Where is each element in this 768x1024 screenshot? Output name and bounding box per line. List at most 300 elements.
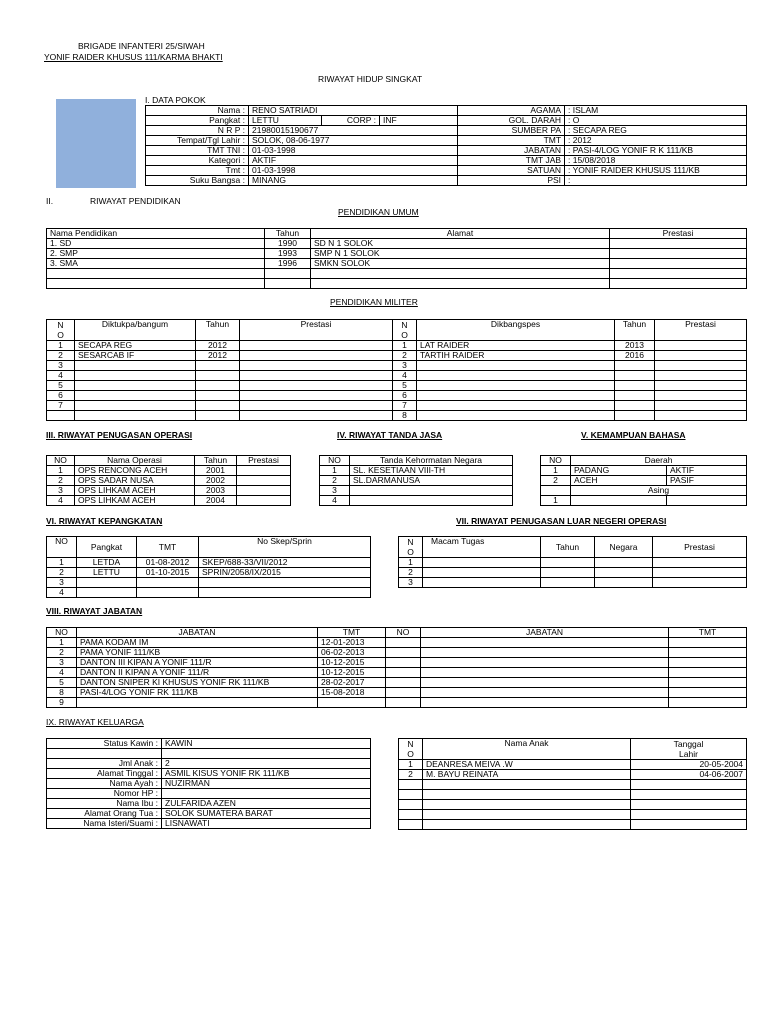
row-number: 2: [393, 351, 417, 361]
row-number: 5: [47, 381, 75, 391]
column-header: Diktukpa/bangum: [75, 320, 196, 341]
mission-type: [423, 578, 541, 588]
position-date: 10-12-2015: [318, 668, 386, 678]
course-achievement: [240, 411, 393, 421]
education-name: 3. SMA: [47, 259, 265, 269]
row-number: 5: [393, 381, 417, 391]
decree-number: SPRIN/2058/IX/2015: [199, 568, 371, 578]
section-kepangkatan-title: VI. RIWAYAT KEPANGKATAN: [46, 516, 163, 526]
course-year: [615, 391, 655, 401]
rank-date: [137, 588, 199, 598]
data-pokok-row: [146, 176, 747, 186]
field-label: Suku Bangsa :: [146, 176, 249, 186]
field-value: : YONIF RAIDER KHUSUS 111/KB: [565, 166, 747, 176]
course-year: [196, 411, 240, 421]
column-header: Daerah: [571, 456, 747, 466]
column-header: Tanggal Lahir: [631, 739, 747, 760]
operation-achievement: [237, 486, 291, 496]
column-header: Prestasi: [240, 320, 393, 341]
row-number: 2: [399, 770, 423, 780]
language-name: ACEH: [571, 476, 667, 486]
course-name: [75, 401, 196, 411]
row-number: 6: [393, 391, 417, 401]
education-achievement: [610, 249, 747, 259]
course-year: [615, 371, 655, 381]
pendidikan-umum-row: [47, 279, 747, 289]
jabatan-row: [47, 638, 747, 648]
column-header: NO: [386, 628, 421, 638]
keluarga-row: [47, 809, 371, 819]
row-number: [386, 638, 421, 648]
course-achievement: [655, 381, 747, 391]
education-achievement: [610, 259, 747, 269]
column-header: JABATAN: [77, 628, 318, 638]
field-label: N R P :: [146, 126, 249, 136]
education-year: [265, 279, 311, 289]
position-date: 06-02-2013: [318, 648, 386, 658]
language-level: PASIF: [667, 476, 747, 486]
mission-year: [541, 578, 595, 588]
jabatan-row: [47, 698, 747, 708]
child-name: M. BAYU REINATA: [423, 770, 631, 780]
row-number: 1: [320, 466, 350, 476]
keluarga-row: [47, 759, 371, 769]
education-name: [47, 269, 265, 279]
child-birthdate: [631, 790, 747, 800]
row-number: 2: [47, 351, 75, 361]
column-header: N O: [399, 739, 423, 760]
row-number: 7: [393, 401, 417, 411]
data-pokok-row: [146, 126, 747, 136]
column-header: Nama Operasi: [75, 456, 195, 466]
row-number: 2: [399, 568, 423, 578]
field-value: INF: [380, 116, 458, 126]
field-label: Nomor HP :: [47, 789, 162, 799]
position-date: [669, 688, 747, 698]
column-header: Tahun: [195, 456, 237, 466]
bahasa-row: [541, 476, 747, 486]
operation-achievement: [237, 476, 291, 486]
child-birthdate: [631, 800, 747, 810]
row-number: 2: [47, 476, 75, 486]
luar-negeri-row: [399, 578, 747, 588]
course-name: [417, 381, 615, 391]
section-tanda-jasa-title: IV. RIWAYAT TANDA JASA: [337, 430, 443, 440]
field-value: 2: [162, 759, 371, 769]
row-number: 1: [541, 466, 571, 476]
bahasa-asing-header: [541, 486, 747, 496]
bahasa-row: [541, 496, 747, 506]
section-luar-negeri-title: VII. RIWAYAT PENUGASAN LUAR NEGERI OPERASI: [456, 516, 667, 526]
course-year: [615, 411, 655, 421]
anak-row: [399, 780, 747, 790]
course-achievement: [655, 391, 747, 401]
rank-date: 01-08-2012: [137, 558, 199, 568]
pendidikan-militer-header: [47, 320, 747, 341]
tanda-jasa-header: [320, 456, 513, 466]
keluarga-row: [47, 769, 371, 779]
position-date: [669, 678, 747, 688]
operasi-row: [47, 486, 291, 496]
field-label: Nama Ayah :: [47, 779, 162, 789]
field-label: SUMBER PA: [458, 126, 565, 136]
row-number: 1: [399, 760, 423, 770]
column-header: Dikbangspes: [417, 320, 615, 341]
row-number: [399, 780, 423, 790]
column-header: N O: [399, 537, 423, 558]
pendidikan-umum-title: PENDIDIKAN UMUM: [338, 207, 419, 217]
kepangkatan-table: [46, 536, 371, 598]
position-name: [421, 638, 669, 648]
course-achievement: [655, 401, 747, 411]
column-header: NO: [47, 628, 77, 638]
education-address: SMKN SOLOK: [311, 259, 610, 269]
education-year: 1990: [265, 239, 311, 249]
education-address: [311, 279, 610, 289]
field-value: LISNAWATI: [162, 819, 371, 829]
position-date: 28-02-2017: [318, 678, 386, 688]
column-header: Prestasi: [610, 229, 747, 239]
jabatan-row: [47, 668, 747, 678]
field-label: [47, 749, 162, 759]
education-year: 1996: [265, 259, 311, 269]
row-number: [386, 698, 421, 708]
row-number: [386, 658, 421, 668]
anak-header: [399, 739, 747, 760]
section-operasi-title: III. RIWAYAT PENUGASAN OPERASI: [46, 430, 193, 440]
course-name: [417, 391, 615, 401]
jabatan-row: [47, 688, 747, 698]
course-name: LAT RAIDER: [417, 341, 615, 351]
section-data-pokok-title: I. DATA POKOK: [145, 95, 206, 105]
education-address: [311, 269, 610, 279]
luar-negeri-row: [399, 568, 747, 578]
position-date: [318, 698, 386, 708]
position-name: [421, 648, 669, 658]
operation-name: OPS SADAR NUSA: [75, 476, 195, 486]
field-value: : SECAPA REG: [565, 126, 747, 136]
pendidikan-umum-row: [47, 249, 747, 259]
field-value: : PASI-4/LOG YONIF R K 111/KB: [565, 146, 747, 156]
bahasa-row: [541, 466, 747, 476]
rank-name: [77, 578, 137, 588]
luar-negeri-header: [399, 537, 747, 558]
field-label: Nama Isteri/Suami :: [47, 819, 162, 829]
course-name: [75, 391, 196, 401]
position-name: [421, 668, 669, 678]
course-year: [196, 401, 240, 411]
column-header: TMT: [318, 628, 386, 638]
mission-achievement: [653, 568, 747, 578]
row-number: [386, 668, 421, 678]
course-achievement: [240, 361, 393, 371]
field-label: CORP :: [322, 116, 380, 126]
column-header: Nama Anak: [423, 739, 631, 760]
operation-year: 2001: [195, 466, 237, 476]
course-year: [615, 401, 655, 411]
language-level: AKTIF: [667, 466, 747, 476]
jabatan-row: [47, 658, 747, 668]
pendidikan-militer-row: [47, 381, 747, 391]
jabatan-row: [47, 648, 747, 658]
education-year: 1993: [265, 249, 311, 259]
rank-date: 01-10-2015: [137, 568, 199, 578]
column-header: NO: [47, 537, 77, 558]
row-number: 1: [541, 496, 571, 506]
row-number: 2: [47, 568, 77, 578]
row-number: 1: [47, 466, 75, 476]
field-value: : 2012: [565, 136, 747, 146]
field-label: Kategori :: [146, 156, 249, 166]
section-jabatan-title: VIII. RIWAYAT JABATAN: [46, 606, 143, 616]
mission-achievement: [653, 558, 747, 568]
header-unit-line2: YONIF RAIDER KHUSUS 111/KARMA BHAKTI: [44, 52, 223, 62]
education-address: SD N 1 SOLOK: [311, 239, 610, 249]
jabatan-header: [47, 628, 747, 638]
column-header: Tahun: [196, 320, 240, 341]
section-pendidikan-title: RIWAYAT PENDIDIKAN: [90, 196, 181, 206]
mission-country: [595, 568, 653, 578]
honor-name: SL.DARMANUSA: [350, 476, 513, 486]
field-value: SOLOK SUMATERA BARAT: [162, 809, 371, 819]
position-name: DANTON SNIPER KI KHUSUS YONIF RK 111/KB: [77, 678, 318, 688]
mission-year: [541, 568, 595, 578]
column-header: Tanda Kehormatan Negara: [350, 456, 513, 466]
course-achievement: [240, 381, 393, 391]
field-value: [162, 749, 371, 759]
honor-name: [350, 496, 513, 506]
row-number: [386, 688, 421, 698]
position-date: [669, 638, 747, 648]
row-number: 4: [393, 371, 417, 381]
row-number: 3: [47, 486, 75, 496]
row-number: 2: [320, 476, 350, 486]
mission-type: [423, 558, 541, 568]
keluarga-row: [47, 789, 371, 799]
field-value: AKTIF: [249, 156, 458, 166]
child-name: [423, 810, 631, 820]
pendidikan-militer-row: [47, 411, 747, 421]
field-value: 01-03-1998: [249, 146, 458, 156]
field-label: AGAMA: [458, 106, 565, 116]
child-name: [423, 780, 631, 790]
row-number: 8: [393, 411, 417, 421]
field-label: Tempat/Tgl Lahir :: [146, 136, 249, 146]
field-label: TMT TNI :: [146, 146, 249, 156]
row-number: [399, 800, 423, 810]
course-achievement: [655, 351, 747, 361]
language-name: PADANG: [571, 466, 667, 476]
education-address: SMP N 1 SOLOK: [311, 249, 610, 259]
pendidikan-militer-row: [47, 361, 747, 371]
course-name: [75, 411, 196, 421]
field-label: Nama Ibu :: [47, 799, 162, 809]
data-pokok-row: [146, 156, 747, 166]
tanda-jasa-row: [320, 486, 513, 496]
column-header: Negara: [595, 537, 653, 558]
honor-name: SL. KESETIAAN VIII-TH: [350, 466, 513, 476]
row-number: 3: [320, 486, 350, 496]
data-pokok-row: [146, 116, 747, 126]
field-value: NUZIRMAN: [162, 779, 371, 789]
profile-photo-placeholder: [56, 99, 136, 188]
course-year: 2013: [615, 341, 655, 351]
keluarga-row: [47, 819, 371, 829]
position-date: 12-01-2013: [318, 638, 386, 648]
course-name: [75, 381, 196, 391]
field-value: :: [565, 176, 747, 186]
column-header: NO: [320, 456, 350, 466]
header-unit-line1: BRIGADE INFANTERI 25/SIWAH: [78, 41, 205, 51]
position-date: 15-08-2018: [318, 688, 386, 698]
mission-type: [423, 568, 541, 578]
field-value: SOLOK, 08-06-1977: [249, 136, 458, 146]
field-label: Alamat Orang Tua :: [47, 809, 162, 819]
column-header: Nama Pendidikan: [47, 229, 265, 239]
course-name: [417, 401, 615, 411]
field-value: : ISLAM: [565, 106, 747, 116]
row-number: 4: [47, 496, 75, 506]
position-name: PAMA KODAM IM: [77, 638, 318, 648]
decree-number: [199, 588, 371, 598]
keluarga-row: [47, 739, 371, 749]
field-label: Tmt :: [146, 166, 249, 176]
column-header: Tahun: [541, 537, 595, 558]
operation-name: OPS RENCONG ACEH: [75, 466, 195, 476]
pendidikan-militer-title: PENDIDIKAN MILITER: [330, 297, 418, 307]
column-header: Tahun: [615, 320, 655, 341]
section-keluarga-title: IX. RIWAYAT KELUARGA: [46, 717, 144, 727]
education-achievement: [610, 279, 747, 289]
keluarga-table: [46, 738, 371, 829]
tanda-jasa-row: [320, 476, 513, 486]
operation-year: 2003: [195, 486, 237, 496]
column-header: Pangkat: [77, 537, 137, 558]
anak-row: [399, 770, 747, 780]
row-number: 7: [47, 401, 75, 411]
row-number: 1: [47, 638, 77, 648]
tanda-jasa-row: [320, 466, 513, 476]
row-number: 6: [47, 391, 75, 401]
course-name: [417, 371, 615, 381]
row-number: 1: [393, 341, 417, 351]
course-year: [196, 391, 240, 401]
keluarga-row: [47, 799, 371, 809]
field-value: KAWIN: [162, 739, 371, 749]
position-name: [421, 698, 669, 708]
education-achievement: [610, 269, 747, 279]
pendidikan-umum-header: [47, 229, 747, 239]
operation-year: 2004: [195, 496, 237, 506]
course-name: [75, 371, 196, 381]
row-number: [47, 411, 75, 421]
row-number: 1: [47, 558, 77, 568]
data-pokok-row: [146, 166, 747, 176]
anak-row: [399, 760, 747, 770]
row-number: 1: [47, 341, 75, 351]
pendidikan-militer-row: [47, 351, 747, 361]
decree-number: [199, 578, 371, 588]
child-name: [423, 800, 631, 810]
course-year: 2016: [615, 351, 655, 361]
bahasa-table: [540, 455, 747, 506]
course-name: [417, 411, 615, 421]
column-header: N O: [393, 320, 417, 341]
luar-negeri-table: [398, 536, 747, 588]
field-label: PSI: [458, 176, 565, 186]
row-number: 4: [47, 668, 77, 678]
course-year: 2012: [196, 341, 240, 351]
course-year: 2012: [196, 351, 240, 361]
field-label: Alamat Tinggal :: [47, 769, 162, 779]
course-achievement: [240, 401, 393, 411]
field-value: MINANG: [249, 176, 458, 186]
field-value: ASMIL KISUS YONIF RK 111/KB: [162, 769, 371, 779]
field-value: LETTU: [249, 116, 322, 126]
pendidikan-umum-table: [46, 228, 747, 289]
mission-achievement: [653, 578, 747, 588]
honor-name: [350, 486, 513, 496]
operasi-header: [47, 456, 291, 466]
data-pokok-row: [146, 146, 747, 156]
row-number: 4: [320, 496, 350, 506]
mission-country: [595, 558, 653, 568]
jabatan-table: [46, 627, 747, 708]
row-number: 4: [47, 371, 75, 381]
education-achievement: [610, 239, 747, 249]
operasi-row: [47, 466, 291, 476]
kepangkatan-header: [47, 537, 371, 558]
anak-row: [399, 790, 747, 800]
pendidikan-umum-row: [47, 239, 747, 249]
pendidikan-umum-row: [47, 259, 747, 269]
column-header: Tahun: [265, 229, 311, 239]
course-name: [417, 361, 615, 371]
kepangkatan-row: [47, 578, 371, 588]
column-header: TMT: [137, 537, 199, 558]
column-header: Macam Tugas: [423, 537, 541, 558]
education-name: 1. SD: [47, 239, 265, 249]
child-name: [423, 820, 631, 830]
mission-year: [541, 558, 595, 568]
rank-name: LETTU: [77, 568, 137, 578]
language-name: [571, 496, 667, 506]
field-value: [162, 789, 371, 799]
anak-table: [398, 738, 747, 830]
kepangkatan-row: [47, 558, 371, 568]
field-value: ZULFARIDA AZEN: [162, 799, 371, 809]
operasi-row: [47, 476, 291, 486]
data-pokok-table: [145, 105, 747, 186]
column-header: N O: [47, 320, 75, 341]
row-number: 9: [47, 698, 77, 708]
child-name: DEANRESA MEIVA .W: [423, 760, 631, 770]
data-pokok-row: [146, 106, 747, 116]
position-date: [669, 698, 747, 708]
row-number: [399, 810, 423, 820]
row-number: [399, 790, 423, 800]
course-achievement: [240, 341, 393, 351]
rank-name: [77, 588, 137, 598]
row-number: 3: [47, 658, 77, 668]
course-year: [615, 361, 655, 371]
anak-row: [399, 820, 747, 830]
child-birthdate: 04-06-2007: [631, 770, 747, 780]
child-birthdate: [631, 820, 747, 830]
pendidikan-militer-row: [47, 391, 747, 401]
column-header: No Skep/Sprin: [199, 537, 371, 558]
education-name: 2. SMP: [47, 249, 265, 259]
